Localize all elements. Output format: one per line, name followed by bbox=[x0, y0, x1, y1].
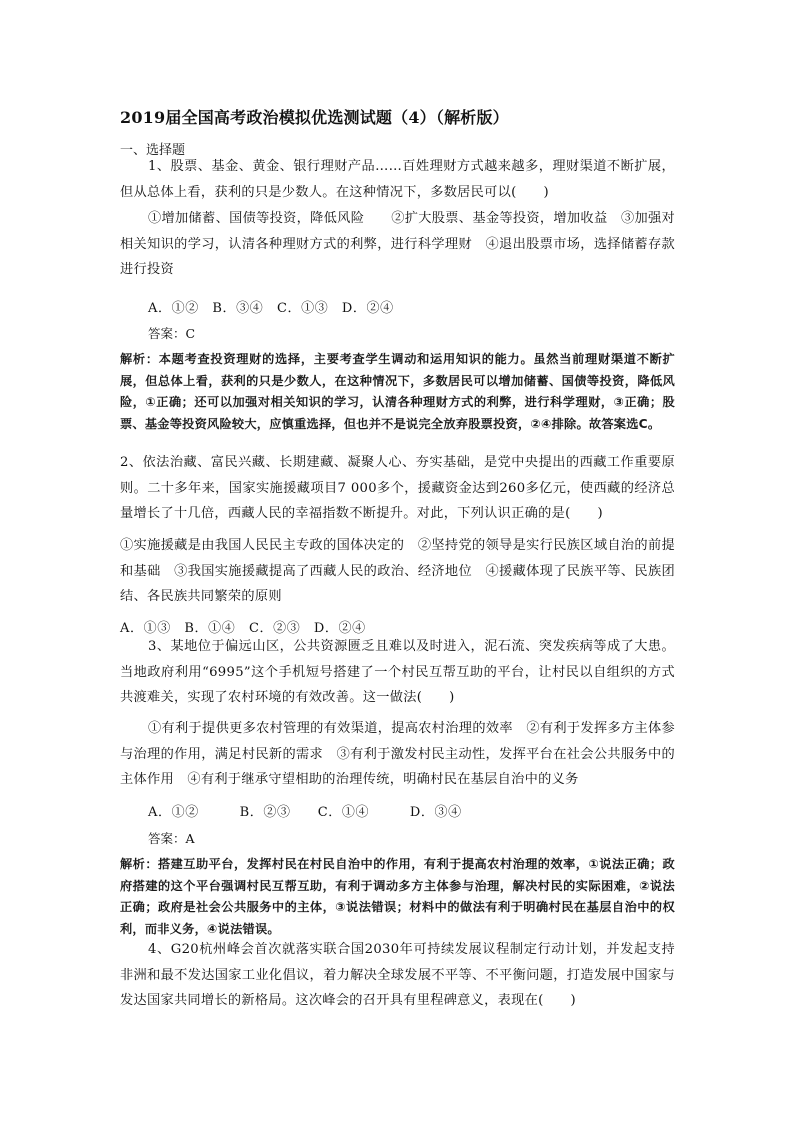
question-1-analysis: 解析：本题考查投资理财的选择，主要考查学生调动和运用知识的能力。虽然当前理财渠道不断扩展，但总体上看，获利的只是少数人，在这种情况下，多数居民可以增加储蓄、国债等投资，降低风险，①正确；还可以加强对相关知识的学习，认清各种理财方式的利弊，进行科学理财，③正确；股票、基金等投资风险较大，应慎重选择，但也并不是说完全放弃股票投资，②④排除。故答案选C。 bbox=[120, 352, 675, 431]
question-1-options: A．①② B．③④ C．①③ D．②④ bbox=[148, 301, 394, 316]
question-2-statements: ①实施援藏是由我国人民民主专政的国体决定的 ②坚持党的领导是实行民族区域自治的前提和基础 ③我国实施援藏提高了西藏人民的政治、经济地位 ④援藏体现了民族平等、民族团结、各民族共同繁荣的原则 bbox=[120, 538, 675, 604]
question-2-options: A．①③ B．①④ C．②③ D．②④ bbox=[120, 621, 366, 636]
section-heading: 一、选择题 bbox=[120, 143, 186, 158]
question-3-analysis: 解析：搭建互助平台，发挥村民在村民自治中的作用，有利于提高农村治理的效率，①说法正确；政府搭建的这个平台强调村民互帮互助，有利于调动多方主体参与治理，解决村民的实际困难，②说法正确；政府是社会公共服务中的主体，③说法错误；材料中的做法有利于明确村民在基层自治中的权利，而非义务，④说法错误。 bbox=[120, 857, 675, 936]
question-2-stem: 2、依法治藏、富民兴藏、长期建藏、凝聚人心、夯实基础，是党中央提出的西藏工作重要原则。二十多年来，国家实施援藏项目7 000多个，援藏资金达到260多亿元，使西藏的经济总量增长了十几倍，西藏人民的幸福指数不断提升。对此，下列认识正确的是( ) bbox=[120, 455, 675, 521]
question-3-stem: 3、某地位于偏远山区，公共资源匮乏且难以及时进入，泥石流、突发疾病等成了大患。当地政府利用“6995”这个手机短号搭建了一个村民互帮互助的平台，让村民以自组织的方式共渡难关，实现了农村环境的有效改善。这一做法( ) bbox=[120, 639, 675, 705]
question-3-answer: 答案：A bbox=[148, 831, 195, 846]
question-1-answer: 答案：C bbox=[148, 326, 196, 341]
question-3-options: A．①② B．②③ C．①④ D．③④ bbox=[148, 805, 462, 820]
question-1-stem: 1、股票、基金、黄金、银行理财产品……百姓理财方式越来越多，理财渠道不断扩展，但从总体上看，获利的只是少数人。在这种情况下，多数居民可以( ) bbox=[120, 159, 675, 200]
question-4-stem: 4、G20杭州峰会首次就落实联合国2030年可持续发展议程制定行动计划，并发起支持非洲和最不发达国家工业化倡议，着力解决全球发展不平等、不平衡问题，打造发展中国家与发达国家共同增长的新格局。这次峰会的召开具有里程碑意义，表现在( ) bbox=[120, 942, 675, 1008]
page-title: 2019届全国高考政治模拟优选测试题（4）（解析版） bbox=[120, 108, 509, 127]
question-3-statements: ①有利于提供更多农村管理的有效渠道，提高农村治理的效率 ②有利于发挥多方主体参与治理的作用，满足村民新的需求 ③有利于激发村民主动性，发挥平台在社会公共服务中的主体作用 ④有利于继承守望相助的治理传统，明确村民在基层自治中的义务 bbox=[120, 721, 675, 787]
question-1-statements: ①增加储蓄、国债等投资，降低风险 ②扩大股票、基金等投资，增加收益 ③加强对相关知识的学习，认清各种理财方式的利弊，进行科学理财 ④退出股票市场，选择储蓄存款进行投资 bbox=[120, 211, 675, 277]
